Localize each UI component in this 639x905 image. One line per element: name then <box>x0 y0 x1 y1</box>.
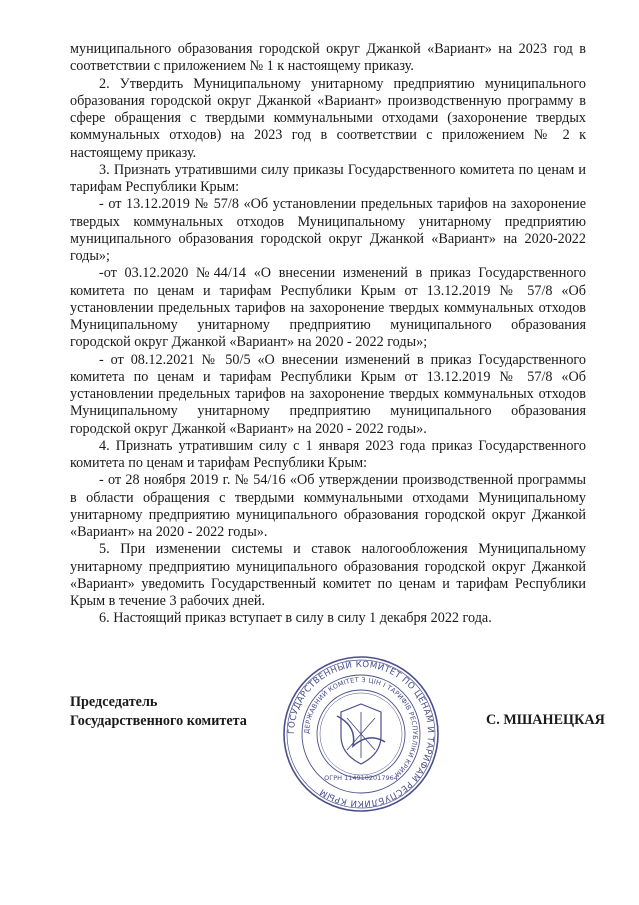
official-seal-stamp <box>281 654 441 814</box>
paragraph-item-5: 5. При изменении системы и ставок налогообложения Муниципальному унитарному предприятию муниципального образования городской округ Джанкой «Вариант» уведомить Государственный комитет по ценам и тарифам Республики Крым в течение 3 рабочих дней. <box>70 541 586 609</box>
paragraph-subitem-3a: - от 13.12.2019 № 57/8 «Об установлении предельных тарифов на захоронение твердых коммунальных отходов Муниципальному унитарному предприятию муниципального образования городской округ Джанкой «Вариант» на 2020-2022 годы»; <box>70 196 586 264</box>
signatory-name: С. МШАНЕЦКАЯ <box>486 712 605 728</box>
signatory-organization: Государственного комитета <box>70 713 247 729</box>
paragraph-item-2: 2. Утвердить Муниципальному унитарному предприятию муниципального образования городской округ Джанкой «Вариант» производственную программу в сфере обращения с твердыми коммунальными отходами (захоронение твердых коммунальных отходов) на 2023 год в соответствии с приложением № 2 к настоящему приказу. <box>70 75 586 161</box>
paragraph-subitem-4a: - от 28 ноября 2019 г. № 54/16 «Об утверждении производственной программы в области обращения с твердыми коммунальными отходами Муниципальному унитарному предприятию муниципального образования городской округ Джанкой «Вариант» на 2020 - 2022 годы». <box>70 472 586 540</box>
seal-inner-text: ДЕРЖАВНИЙ КОМІТЕТ З ЦІН І ТАРИФІВ РЕСПУБЛІКИ КРИМ <box>302 675 420 779</box>
signatory-title: Председатель <box>70 694 158 710</box>
seal-code-text: ОГРН 1149102017964 <box>324 774 398 782</box>
paragraph-subitem-3b: -от 03.12.2020 №44/14 «О внесении изменений в приказ Государственного комитета по ценам и тарифам Республики Крым от 13.12.2019 № 57/8 «Об установлении предельных тарифов на захоронение твердых коммунальных отходов Муниципальному унитарному предприятию муниципального образования городской округ Джанкой «Вариант» на 2020 - 2022 годы»; <box>70 265 586 351</box>
seal-outer-text: ГОСУДАРСТВЕННЫЙ КОМИТЕТ ПО ЦЕНАМ И ТАРИФАМ РЕСПУБЛИКИ КРЫМ <box>286 659 436 809</box>
paragraph-item-6: 6. Настоящий приказ вступает в силу в силу 1 декабря 2022 года. <box>99 610 492 627</box>
paragraph-item-3: 3. Признать утратившими силу приказы Государственного комитета по ценам и тарифам Республики Крым: <box>70 161 586 195</box>
paragraph-subitem-3c: - от 08.12.2021 № 50/5 «О внесении изменений в приказ Государственного комитета по ценам и тарифам Республики Крым от 13.12.2019 № 57/8 «Об установлении предельных тарифов на захоронение твердых коммунальных отходов Муниципальному унитарному предприятию муниципального образования городской округ Джанкой «Вариант» на 2020 - 2022 годы». <box>70 351 586 437</box>
signatory-position <box>70 693 247 731</box>
document-body <box>70 41 586 628</box>
paragraph-continuation: муниципального образования городской округ Джанкой «Вариант» на 2023 год в соответствии с приложением № 1 к настоящему приказу. <box>70 41 586 75</box>
paragraph-item-4: 4. Признать утратившим силу с 1 января 2023 года приказ Государственного комитета по ценам и тарифам Республики Крым: <box>70 437 586 471</box>
